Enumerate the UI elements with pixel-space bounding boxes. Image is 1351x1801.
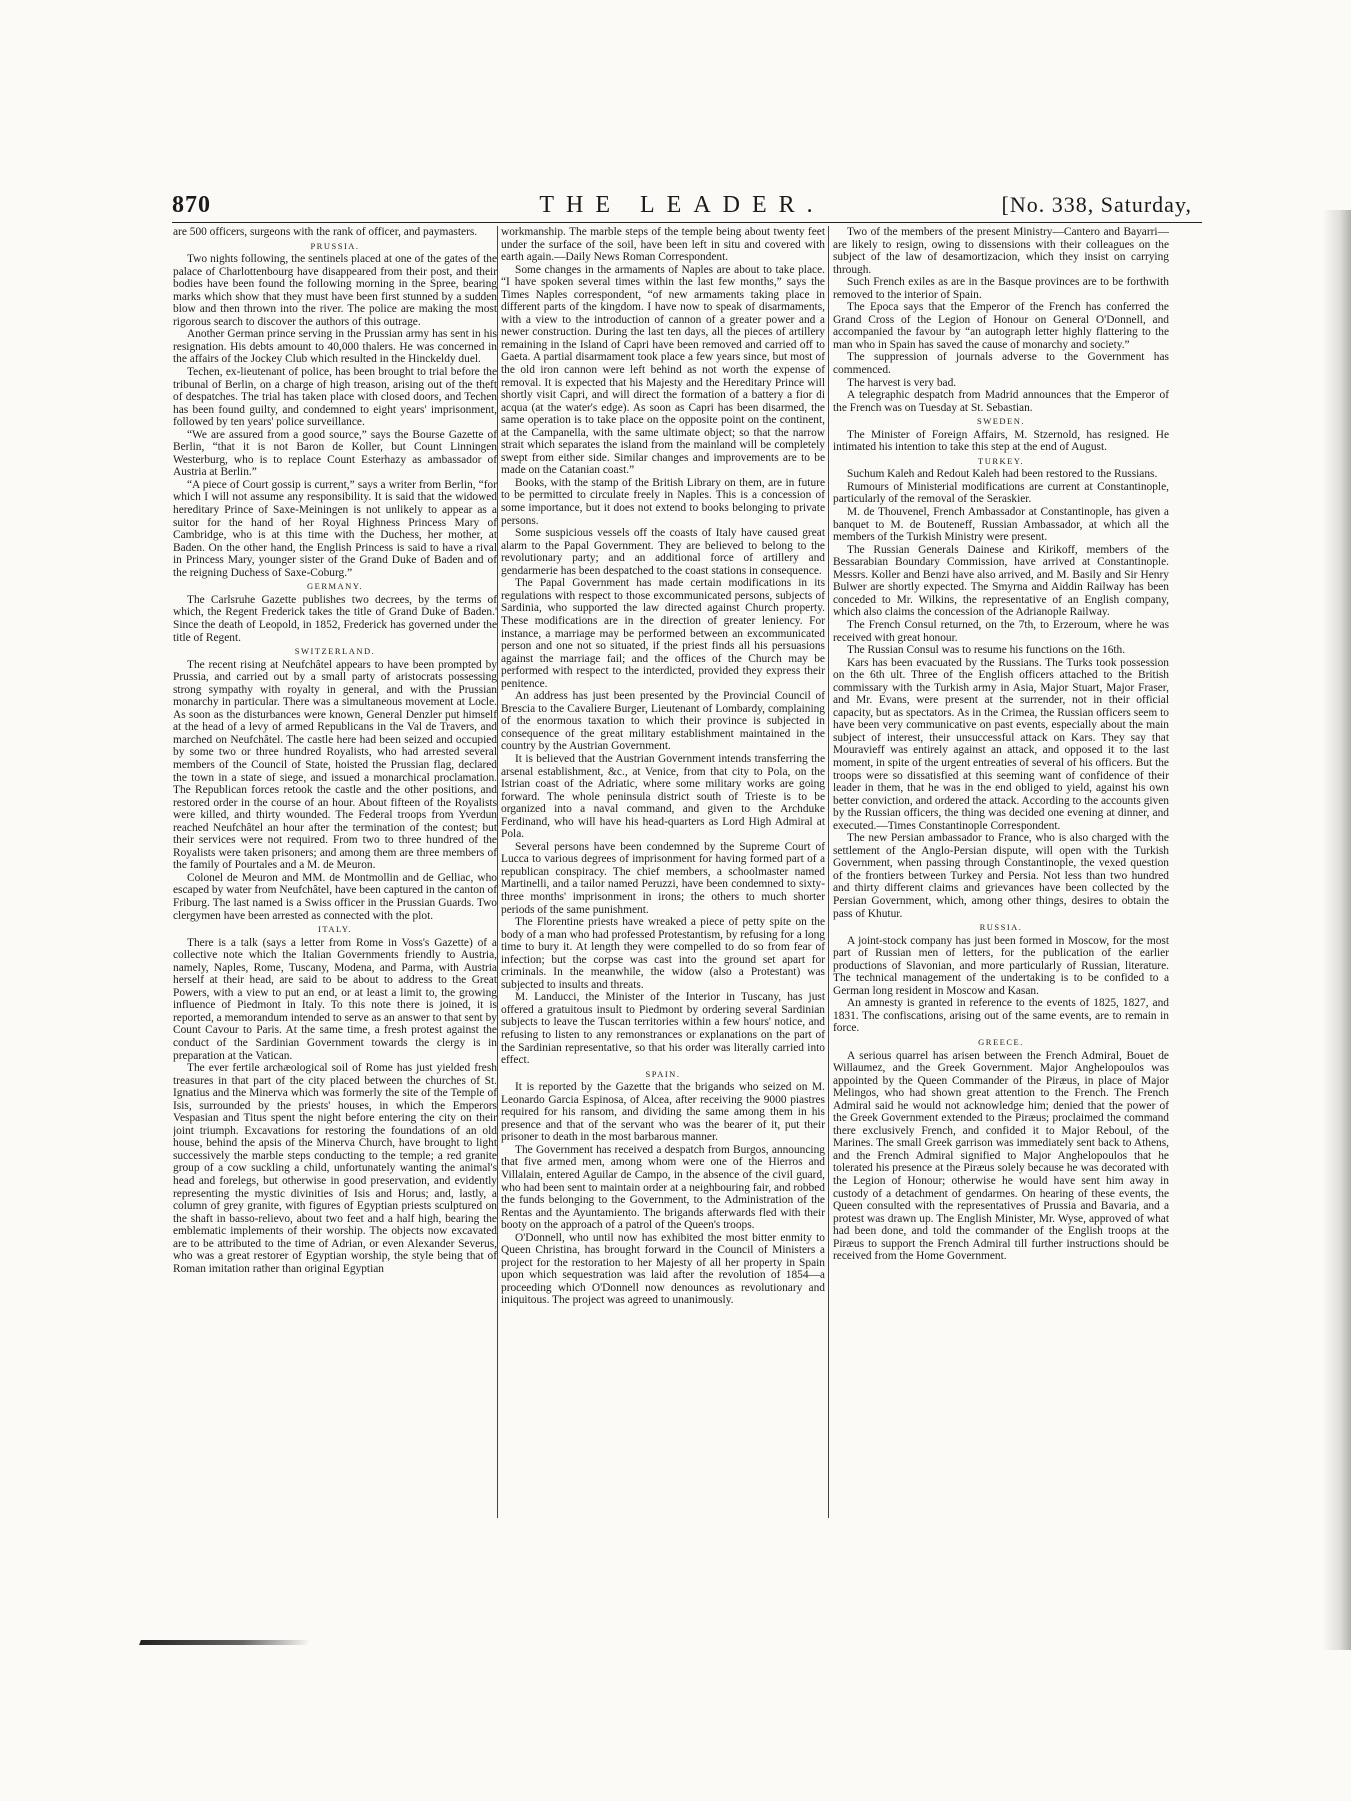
column-divider bbox=[828, 226, 829, 1518]
article-paragraph: Some changes in the armaments of Naples are about to take place. “I have spoken several times within the last few months,” says the Times Naples correspondent, “of new armaments taking place in different parts of the kingdom. I have now to speak of disarmaments, with a view to the introduction of cannon of a greater power and a newer construction. During the last ten days, all the pieces of artillery remaining in the Island of Capri have been removed and carried off to Gaeta. A partial disarmament took place a few years since, but most of the old iron cannon were left behind as not worth the expense of removal. It is expected that his Majesty and the Hereditary Prince will shortly visit Capri, and will direct the formation of a battery a fior di acqua (at the water's edge). As soon as Capri has been disarmed, the same operation is to take place on the opposite point on the continent, at the Campanella, with the same ultimate object; so that the narrow strait which separates the island from the mainland will be completely swept from either side. Similar changes and improvements are to be made on the Catanian coast.” bbox=[501, 263, 825, 477]
section-heading: GREECE. bbox=[978, 1037, 1024, 1047]
article-paragraph: M. Landucci, the Minister of the Interior in Tuscany, has just offered a gratuitous insult to Piedmont by ordering several Sardinian subjects to leave the Tuscan territories within a few hours' notice, and refusing to listen to any remonstrances or explanations on the part of the Sardinian representative, so that his order was literally carried into effect. bbox=[501, 991, 825, 1067]
article-paragraph: The Minister of Foreign Affairs, M. Stzernold, has resigned. He intimated his intention to take this step at the end of August. bbox=[833, 428, 1169, 454]
article-paragraph: Suchum Kaleh and Redout Kaleh had been restored to the Russians. bbox=[847, 468, 1158, 481]
article-paragraph: The Russian Generals Dainese and Kirikoff, members of the Bessarabian Boundary Commission, have arrived at Constantinople. Messrs. Koller and Benzi have also arrived, and M. Basily and Sir Henry Bulwer are shortly expected. The Smyrna and Aiddin Railway has been conceded to Mr. Wilkins, the representative of an English company, which also claims the concession of the Adrianople Railway. bbox=[833, 543, 1169, 619]
column-3 bbox=[833, 226, 1169, 1526]
article-paragraph: A joint-stock company has just been formed in Moscow, for the most part of Russian men of letters, for the publication of the earlier productions of Slavonian, and more particularly of Russian, literature. The technical management of the undertaking is to be confided to a German long resident in Moscow and Kasan. bbox=[833, 934, 1169, 997]
article-paragraph: The recent rising at Neufchâtel appears to have been prompted by Prussia, and carried out by a small party of aristocrats possessing strong sympathy with royalty in general, and with the Prussian monarchy in particular. There was a simultaneous movement at Locle. As soon as the disturbances were known, General Denzler put himself at the head of a levy of armed Republicans in the Val de Travers, and marched on Neufchâtel. The castle here had been seized and occupied by some two or three hundred Royalists, who had arrested several members of the Council of State, hoisted the Prussian flag, declared the town in a state of siege, and issued a monarchical proclamation. The Republican forces retook the castle and the other positions, and restored order in the course of an hour. About fifteen of the Royalists were killed, and thirty wounded. The Federal troops from Yverdun reached Neufchâtel an hour after the termination of the contest; but their services were not required. From two to three hundred of the Royalists were taken prisoners; and among them are three members of the family of Pourtales and a M. de Meuron. bbox=[173, 658, 497, 872]
article-paragraph: “A piece of Court gossip is current,” says a writer from Berlin, “for which I will not assume any responsibility. It is said that the widowed hereditary Prince of Saxe-Meiningen is not unlikely to appear as a suitor for the hand of her Royal Highness Princess Mary of Cambridge, who is at this time with the Duchess, her mother, at Baden. On the other hand, the English Princess is said to have a rival in Princess Mary, younger sister of the Grand Duke of Baden and of the reigning Duchess of Saxe-Coburg.” bbox=[173, 478, 497, 579]
column-divider bbox=[497, 226, 498, 1518]
page-header bbox=[172, 192, 1192, 218]
issue-label: [No. 338, Saturday, bbox=[1001, 192, 1192, 217]
article-paragraph: The ever fertile archæological soil of Rome has just yielded fresh treasures in that part of the city placed between the churches of St. Ignatius and the Minerva which was formerly the site of the Temple of Isis, surrounded by the priests' houses, in which the Emperors Vespasian and Titus spent the night before entering the city on their joint triumph. Excavations for restoring the foundations of an old house, behind the apsis of the Minerva Church, have brought to light successively the marble steps conducting to the temple; a red granite group of a cow suckling a child, unfortunately wanting the animal's head and forelegs, but otherwise in good preservation, and evidently representing the mystic divinities of Isis and Horus; and, lastly, a column of grey granite, with figures of Egyptian priests sculptured on the shaft in basso-relievo, about two feet and a half high, bearing the emblematic implements of their worship. The objects now excavated are to be attributed to the time of Adrian, or even Alexander Severus, who was a great restorer of Egyptian worship, the style being that of Roman imitation rather than original Egyptian bbox=[173, 1062, 497, 1275]
article-paragraph: Books, with the stamp of the British Library on them, are in future to be permitted to circulate freely in Naples. This is a concession of some importance, but it does not extend to books belonging to private persons. bbox=[501, 476, 825, 527]
section-heading: SWEDEN. bbox=[976, 416, 1026, 427]
article-paragraph: The suppression of journals adverse to the Government has commenced. bbox=[833, 351, 1169, 377]
section-heading: ITALY. bbox=[318, 924, 352, 935]
column-2 bbox=[501, 226, 825, 1526]
article-paragraph: The Papal Government has made certain modifications in its regulations with respect to those excommunicated persons, subjects of Sardinia, who supported the law directed against Church property. These modifications are in the direction of greater leniency. For instance, a marriage may be performed between an excommunicated person and one not so situated, if the priest finds all his persuasions against the marriage fail; and the offices of the Church may be performed with respect to the interdicted, provided they express their penitence. bbox=[501, 577, 825, 690]
article-paragraph: Two nights following, the sentinels placed at one of the gates of the palace of Charlottenbourg have disappeared from their post, and their bodies have been found the following morning in the Spree, bearing marks which show that they must have been first stunned by a sudden blow and then thrown into the river. The police are making the most rigorous search to discover the authors of this outrage. bbox=[173, 253, 497, 328]
article-paragraph: The Florentine priests have wreaked a piece of petty spite on the body of a man who had professed Protestantism, by refusing for a long time to bury it. At length they were compelled to do so from fear of infection; but the corpse was cast into the ground set apart for criminals. In the meanwhile, the widow (also a Protestant) was subjected to insults and threats. bbox=[501, 916, 825, 991]
article-paragraph: The Russian Consul was to resume his functions on the 16th. bbox=[847, 644, 1126, 657]
article-paragraph: Techen, ex-lieutenant of police, has been brought to trial before the tribunal of Berlin, on a charge of high treason, arising out of the theft of despatches. The trial has taken place with closed doors, and Techen has been found guilty, and condemned to eight years' imprisonment, followed by ten years' police surveillance. bbox=[173, 366, 497, 429]
section-heading: TURKEY. bbox=[978, 455, 1024, 466]
article-paragraph: O'Donnell, who until now has exhibited the most bitter enmity to Queen Christina, has brought forward in the Council of Ministers a project for the restoration to her Majesty of all her property in Spain upon which sequestration was laid after the revolution of 1854—a proceeding which O'Donnell now denounces as revolutionary and iniquitous. The project was agreed to unanimously. bbox=[501, 1231, 825, 1307]
article-paragraph: Some suspicious vessels off the coasts of Italy have caused great alarm to the Papal Government. They are believed to belong to the revolutionary party; and an additional force of artillery and gendarmerie has been despatched to the coast stations in consequence. bbox=[501, 527, 825, 577]
article-paragraph: Such French exiles as are in the Basque provinces are to be forthwith removed to the interior of Spain. bbox=[833, 276, 1169, 301]
article-paragraph: The French Consul returned, on the 7th, to Erzeroum, where he was received with great honour. bbox=[833, 618, 1169, 644]
article-paragraph: workmanship. The marble steps of the temple being about twenty feet under the surface of the soil, have been left in situ and covered with earth again.—Daily News Roman Correspondent. bbox=[501, 226, 825, 264]
article-paragraph: Several persons have been condemned by the Supreme Court of Lucca to various degrees of imprisonment for having formed part of a republican conspiracy. The chief members, a schoolmaster named Martinelli, and a tailor named Peruzzi, have been condemned to sixty-three months' imprisonment in irons; the others to much shorter periods of the same punishment. bbox=[501, 840, 825, 916]
article-paragraph: The Epoca says that the Emperor of the French has conferred the Grand Cross of the Legion of Honour on General O'Donnell, and accompanied the favour by “an autograph letter highly flattering to the man who in Spain has saved the cause of monarchy and society.” bbox=[833, 301, 1169, 351]
article-paragraph: A serious quarrel has arisen between the French Admiral, Bouet de Willaumez, and the Greek Government. Major Anghelopoulos was appointed by the Queen Commander of the Piræus, in place of Major Melingos, who had shown great attention to the French. The French Admiral said he would not acknowledge him; denied that the power of the Greek Government extended to the Piræus; proclaimed the command there exclusively French, and confided it to Major Reboul, of the Marines. The small Greek garrison was immediately sent back to Athens, and the French Admiral signified to Major Anghelopoulos that he tolerated his presence at the Piræus solely because he was decorated with the Legion of Honour; otherwise he would have sent him away in custody of a detachment of gendarmes. On hearing of these events, the Queen consulted with the representatives of Prussia and Bavaria, and a protest was drawn up. The English Minister, Mr. Wyse, approved of what had been done, and told the commander of the English troops at the Piræus to support the French Admiral till further instructions should be received from the Home Government. bbox=[833, 1049, 1169, 1263]
article-paragraph: are 500 officers, surgeons with the rank of officer, and paymasters. bbox=[173, 226, 478, 238]
article-paragraph: “We are assured from a good source,” says the Bourse Gazette of Berlin, “that it is not Baron de Koller, but Count Linningen Westerburg, who is to replace Count Esterhazy as ambassador of Austria at Berlin.” bbox=[173, 428, 497, 479]
article-paragraph: An amnesty is granted in reference to the events of 1825, 1827, and 1831. The confiscations, arising out of the same events, are to remain in force. bbox=[833, 997, 1169, 1035]
column-1 bbox=[173, 226, 497, 1526]
article-paragraph: Kars has been evacuated by the Russians. The Turks took possession on the 6th ult. Three of the English officers attached to the British commissary with the Turkish army in Asia, Major Stuart, Major Fraser, and Mr. Evans, were present at the surrender, not in their official capacity, but as spectators. As in the Crimea, the Russian officers seem to have been very communicative on past events, especially about the main subject of interest, their unsuccessful attack on Kars. They say that Mouravieff was entirely against an attack, and opposed it to the last moment, in spite of the urgent entreaties of several of his officers. But the troops were so dissatisfied at this seeming want of confidence of their leader in them, that he was in the end obliged to yield, against his own better conviction, and ordered the attack. According to the accounts given by the Russian officers, the thing was decided one evening at dinner, and executed.—Times Constantinople Correspondent. bbox=[833, 656, 1169, 832]
header-rule bbox=[172, 222, 1202, 223]
section-heading: RUSSIA. bbox=[979, 922, 1023, 933]
section-heading: PRUSSIA. bbox=[310, 240, 360, 251]
article-paragraph: An address has just been presented by the Provincial Council of Brescia to the Cavaliere Burger, Lieutenant of Lombardy, complaining of the enormous taxation to which their province is subjected in consequence of the great military establishment maintained in the country by the Austrian Government. bbox=[501, 690, 825, 753]
section-heading: GERMANY. bbox=[306, 581, 363, 592]
article-paragraph: Another German prince serving in the Prussian army has sent in his resignation. His debts amount to 40,000 thalers. He was concerned in the affairs of the Jockey Club which resulted in the Hinckeldy duel. bbox=[173, 328, 497, 366]
masthead-title: THE LEADER. bbox=[539, 192, 825, 218]
article-paragraph: It is reported by the Gazette that the brigands who seized on M. Leonardo Garcia Espinosa, of Alcea, after receiving the 9000 piastres required for his ransom, and dividing the same among them in his presence and that of the servant who was the bearer of it, put their prisoner to death in the most barbarous manner. bbox=[501, 1081, 825, 1144]
article-paragraph: M. de Thouvenel, French Ambassador at Constantinople, has given a banquet to M. de Bouteneff, Russian Ambassador, at which all the members of the Turkish Ministry were present. bbox=[833, 506, 1169, 544]
article-paragraph: The Carlsruhe Gazette publishes two decrees, by the terms of which, the Regent Frederick takes the title of Grand Duke of Baden.' Since the death of Leopold, in 1852, Frederick has governed under the title of Regent. bbox=[173, 593, 497, 644]
page-number: 870 bbox=[172, 192, 211, 218]
article-paragraph: It is believed that the Austrian Government intends transferring the arsenal establishment, &c., at Venice, from that city to Pola, on the Istrian coast of the Adriatic, where some military works are going forward. The whole peninsula district south of Trieste is to be organized into a naval command, and given to the Archduke Ferdinand, who will have his head-quarters as Lord High Admiral at Pola. bbox=[501, 752, 825, 841]
article-paragraph: Rumours of Ministerial modifications are current at Constantinople, particularly of the removal of the Seraskier. bbox=[833, 480, 1169, 506]
article-paragraph: Colonel de Meuron and MM. de Montmollin and de Gelliac, who escaped by water from Neufchâtel, have been captured in the canton of Friburg. The last named is a Swiss officer in the Prussian Guards. Two clergymen have been arrested as connected with the plot. bbox=[173, 871, 497, 922]
article-paragraph: There is a talk (says a letter from Rome in Voss's Gazette) of a collective note which the Italian Governments friendly to Austria, namely, Naples, Rome, Tuscany, Modena, and Parma, with Austria herself at their head, are said to be about to address to the Great Powers, with a view to put an end, or at least a limit to, the growing influence of Piedmont in Italy. To this note there is joined, it is reported, a memorandum intended to serve as an answer to that sent by Count Cavour to Paris. At the same time, a fresh protest against the conduct of the Sardinian Government towards the clergy is in preparation at the Vatican. bbox=[173, 936, 497, 1062]
article-paragraph: Two of the members of the present Ministry—Cantero and Bayarri—are likely to resign, owing to dissensions with their colleagues on the subject of the law of desamortizacion, which they insist on carrying through. bbox=[833, 226, 1169, 276]
section-heading: SPAIN. bbox=[645, 1068, 681, 1079]
article-paragraph: The Government has received a despatch from Burgos, announcing that five armed men, among whom were one of the Hierros and Villalain, entered Aguilar de Campo, in the absence of the civil guard, who had been sent to maintain order at a neighbouring fair, and robbed the funds belonging to the Government, to the Administration of the Rentas and the Ayuntamiento. The brigands afterwards fled with their booty on the approach of a patrol of the Queen's troops. bbox=[501, 1143, 825, 1232]
ink-smear bbox=[139, 1640, 311, 1645]
article-paragraph: The harvest is very bad. bbox=[847, 376, 957, 389]
article-paragraph: The new Persian ambassador to France, who is also charged with the settlement of the Anglo-Persian dispute, will open with the Turkish Government, when passing through Constantinople, the vexed question of the frontiers between Turkey and Persia. Not less than two hundred and thirty different claims and grievances have been collected by the Persian Government, which, among other things, desires to obtain the pass of Khutur. bbox=[833, 832, 1169, 920]
binding-shadow bbox=[1323, 210, 1351, 1650]
section-heading: SWITZERLAND. bbox=[294, 646, 376, 657]
article-paragraph: A telegraphic despatch from Madrid announces that the Emperor of the French was on Tuesday at St. Sebastian. bbox=[833, 389, 1169, 414]
